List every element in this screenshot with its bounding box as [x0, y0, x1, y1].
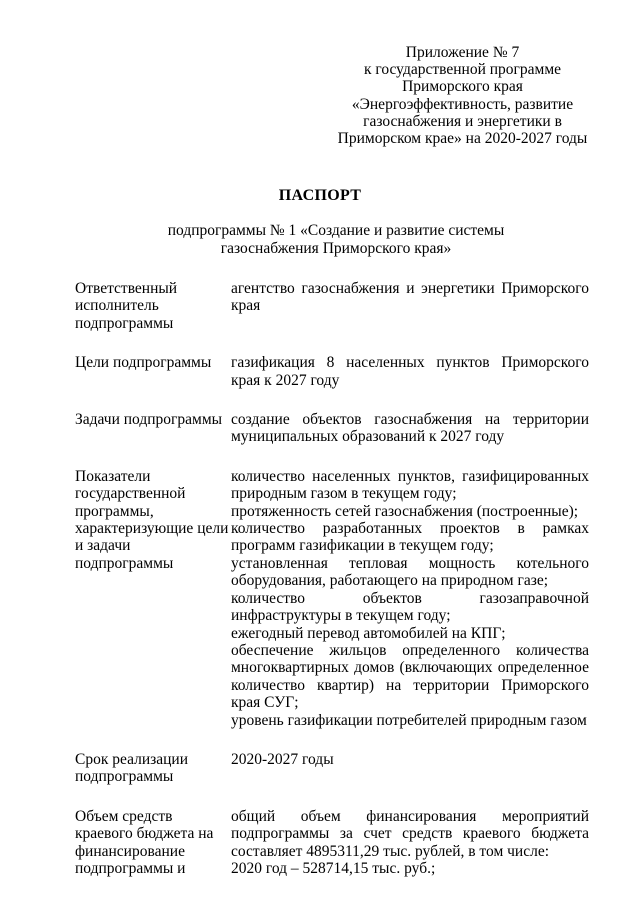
row-label: Задачи подпрограммы — [75, 411, 223, 429]
table-row — [75, 280, 589, 332]
row-value: 2020-2027 годы — [231, 750, 334, 768]
row-label: Ответственный исполнитель подпрограммы — [75, 280, 178, 332]
row-value-list — [231, 808, 589, 878]
table-row — [75, 468, 589, 729]
row-value: газификация 8 населенных пунктов Приморского края к 2027 году — [231, 354, 589, 389]
passport-table — [75, 280, 589, 877]
table-row — [75, 751, 589, 786]
indicator-item: обеспечение жильцов определенного количества многоквартирных домов (включающих определенное количество квартир) на территории Приморского края СУГ; — [231, 641, 589, 712]
indicator-item: установленная тепловая мощность котельного оборудования, работающего на природном газе; — [231, 554, 589, 590]
indicator-item: количество населенных пунктов, газифицированных природным газом в текущем году; — [231, 467, 589, 503]
row-value: создание объектов газоснабжения на территории муниципальных образований к 2027 году — [231, 411, 589, 446]
row-value-list — [231, 468, 589, 729]
appendix-line: газоснабжения и энергетики в — [363, 112, 562, 130]
document-subtitle — [150, 222, 522, 257]
appendix-line: Приложение № 7 — [405, 44, 520, 61]
row-label: Объем средств краевого бюджета на финансирование подпрограммы и — [75, 807, 214, 877]
appendix-line: Приморском крае» на 2020-2027 годы — [337, 130, 588, 148]
appendix-line: «Энергоэффективность, развитие — [351, 95, 574, 113]
funding-item: 2020 год – 528714,15 тыс. руб.; — [231, 859, 436, 877]
indicator-item: количество разработанных проектов в рамках программ газификации в текущем году; — [231, 520, 589, 555]
subtitle-line: подпрограммы № 1 «Создание и развитие системы — [167, 222, 505, 239]
appendix-line: Приморского края — [402, 78, 523, 96]
row-label: Цели подпрограммы — [75, 354, 212, 372]
indicator-item: протяженность сетей газоснабжения (построенные); — [231, 502, 579, 520]
appendix-header — [300, 44, 625, 147]
row-label: Показатели государственной программы, характеризующие цели и задачи подпрограммы — [75, 467, 229, 572]
funding-item: общий объем финансирования мероприятий подпрограммы за счет средств краевого бюджета составляет 4895311,29 тыс. рублей, в том числе: — [231, 807, 589, 860]
indicator-item: уровень газификации потребителей природным газом — [231, 711, 587, 729]
document-title: ПАСПОРТ — [278, 187, 362, 204]
table-row — [75, 808, 589, 878]
row-value: агентство газоснабжения и энергетики Приморского края — [231, 280, 589, 315]
appendix-line: к государственной программе — [363, 61, 562, 79]
table-row — [75, 354, 589, 389]
indicator-item: ежегодный перевод автомобилей на КПГ; — [231, 624, 506, 642]
table-row — [75, 411, 589, 446]
subtitle-line: газоснабжения Приморского края» — [220, 239, 452, 257]
row-label: Срок реализации подпрограммы — [75, 750, 188, 786]
indicator-item: количество объектов газозаправочной инфраструктуры в текущем году; — [231, 589, 589, 625]
